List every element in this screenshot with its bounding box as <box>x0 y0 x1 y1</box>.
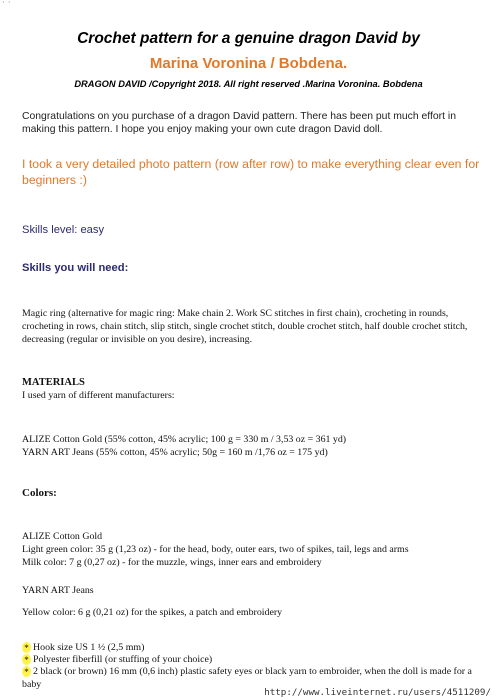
item-text: 2 black (or brown) 16 mm (0,6 inch) plastic safety eyes or black yarn to embroider, when the doll is made for a baby <box>22 666 472 690</box>
highlighted-bullet-icon: * <box>22 654 31 665</box>
skills-level: Skills level: easy <box>22 224 105 236</box>
photo-note: I took a very detailed photo pattern (row after row) to make everything clear even for beginners :) <box>22 157 480 187</box>
materials-intro: I used yarn of different manufacturers: <box>22 390 175 401</box>
highlighted-bullet-icon: * <box>22 666 31 677</box>
page-title: Crochet pattern for a genuine dragon David by <box>77 30 420 47</box>
skills-needed-heading: Skills you will need: <box>22 262 129 274</box>
materials-heading: MATERIALS <box>22 377 85 388</box>
copyright-line: DRAGON DAVID /Copyright 2018. All right reserved .Marina Voronina. Bobdena <box>74 79 423 89</box>
colors-heading: Colors: <box>22 487 57 499</box>
item-text: Polyester fiberfill (or stuffing of your choice) <box>33 654 213 665</box>
corner-mark: · · <box>2 0 11 8</box>
yarn-alize: ALIZE Cotton Gold (55% cotton, 45% acrylic; 100 g = 330 m / 3,53 oz = 361 yd) <box>22 434 347 445</box>
alize-heading: ALIZE Cotton Gold <box>22 531 103 542</box>
yarn-yarnart: YARN ART Jeans (55% cotton, 45% acrylic; 50g = 160 m /1,76 oz = 175 yd) <box>22 447 328 458</box>
highlighted-bullet-icon: * <box>22 642 31 653</box>
yarnart-yellow: Yellow color: 6 g (0,21 oz) for the spikes, a patch and embroidery <box>22 607 283 618</box>
intro-paragraph: Congratulations on you purchase of a dragon David pattern. There has been put much effort in making this pattern. I hope you enjoy making your own cute dragon David doll. <box>22 111 456 135</box>
item-text: Hook size US 1 ½ (2,5 mm) <box>33 642 145 653</box>
alize-milk: Milk color: 7 g (0,27 oz) - for the muzzle, wings, inner ears and embroidery <box>22 557 322 568</box>
footer-url[interactable]: http://www.liveinternet.ru/users/4511209/ <box>264 687 491 698</box>
skills-paragraph: Magic ring (alternative for magic ring: Make chain 2. Work SC stitches in first chain), crocheting in rounds, crocheting in rows, chain stitch, slip stitch, single crochet stitch, double crochet stitch, half double crochet stitch, decreasing (regular or invisible on you desire), increasing. <box>22 308 468 345</box>
author-name: Marina Voronina / Bobdena. <box>149 55 348 72</box>
alize-light-green: Light green color: 35 g (1,23 oz) - for the head, body, outer ears, two of spikes, tail, legs and arms <box>22 544 409 555</box>
yarnart-heading: YARN ART Jeans <box>22 585 94 596</box>
